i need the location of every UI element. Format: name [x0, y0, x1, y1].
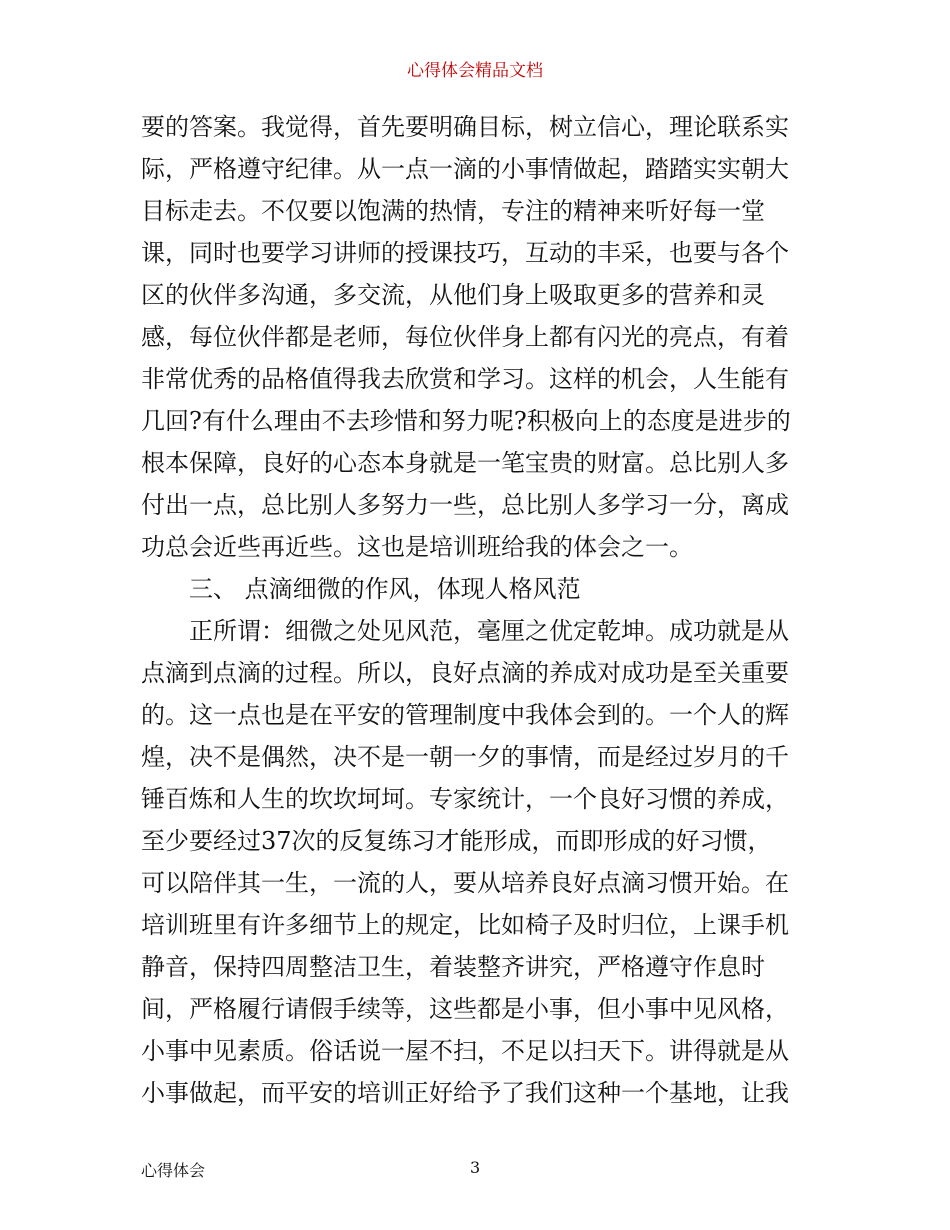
- body-line: 际，严格遵守纪律。从一点一滴的小事情做起，踏踏实实朝大: [141, 155, 789, 183]
- body-line: 非常优秀的品格值得我去欣赏和学习。这样的机会，人生能有: [141, 365, 789, 393]
- body-line: 要的答案。我觉得，首先要明确目标，树立信心，理论联系实: [141, 113, 789, 141]
- document-header-title: 心得体会精品文档: [407, 61, 543, 81]
- body-line: 的。这一点也是在平安的管理制度中我体会到的。一个人的辉: [141, 701, 789, 729]
- body-line: 几回?有什么理由不去珍惜和努力呢?积极向上的态度是进步的: [141, 407, 791, 435]
- body-line: 根本保障，良好的心态本身就是一笔宝贵的财富。总比别人多: [141, 449, 789, 477]
- body-line: 锤百炼和人生的坎坎坷坷。专家统计，一个良好习惯的养成，: [141, 785, 789, 813]
- body-line: 至少要经过37次的反复练习才能形成，而即形成的好习惯，: [141, 827, 772, 855]
- body-line: 静音，保持四周整洁卫生，着装整齐讲究，严格遵守作息时: [141, 953, 765, 981]
- section-heading: 三、 点滴细微的作风，体现人格风范: [189, 575, 581, 603]
- body-line: 课，同时也要学习讲师的授课技巧，互动的丰采，也要与各个: [141, 239, 789, 267]
- document-body: [141, 106, 813, 1114]
- body-line: 小事做起，而平安的培训正好给予了我们这种一个基地，让我: [141, 1079, 789, 1107]
- body-line: 煌，决不是偶然，决不是一朝一夕的事情，而是经过岁月的千: [141, 743, 789, 771]
- body-line: 区的伙伴多沟通，多交流，从他们身上吸取更多的营养和灵: [141, 281, 765, 309]
- body-line: 付出一点，总比别人多努力一些，总比别人多学习一分，离成: [141, 491, 789, 519]
- footer-label: 心得体会: [141, 1161, 206, 1180]
- page-number: 3: [470, 1158, 481, 1177]
- body-line: 小事中见素质。俗话说一屋不扫，不足以扫天下。讲得就是从: [141, 1037, 789, 1065]
- paragraph-start-line: 正所谓：细微之处见风范，毫厘之优定乾坤。成功就是从: [189, 617, 789, 645]
- body-line: 间，严格履行请假手续等，这些都是小事，但小事中见风格，: [141, 995, 789, 1023]
- body-line: 感，每位伙伴都是老师，每位伙伴身上都有闪光的亮点，有着: [141, 323, 789, 351]
- body-line: 目标走去。不仅要以饱满的热情，专注的精神来听好每一堂: [141, 197, 765, 225]
- body-line: 可以陪伴其一生，一流的人，要从培养良好点滴习惯开始。在: [141, 869, 789, 897]
- body-line: 功总会近些再近些。这也是培训班给我的体会之一。: [141, 533, 693, 561]
- body-line: 点滴到点滴的过程。所以，良好点滴的养成对成功是至关重要: [141, 659, 789, 687]
- body-line: 培训班里有许多细节上的规定，比如椅子及时归位，上课手机: [141, 911, 789, 939]
